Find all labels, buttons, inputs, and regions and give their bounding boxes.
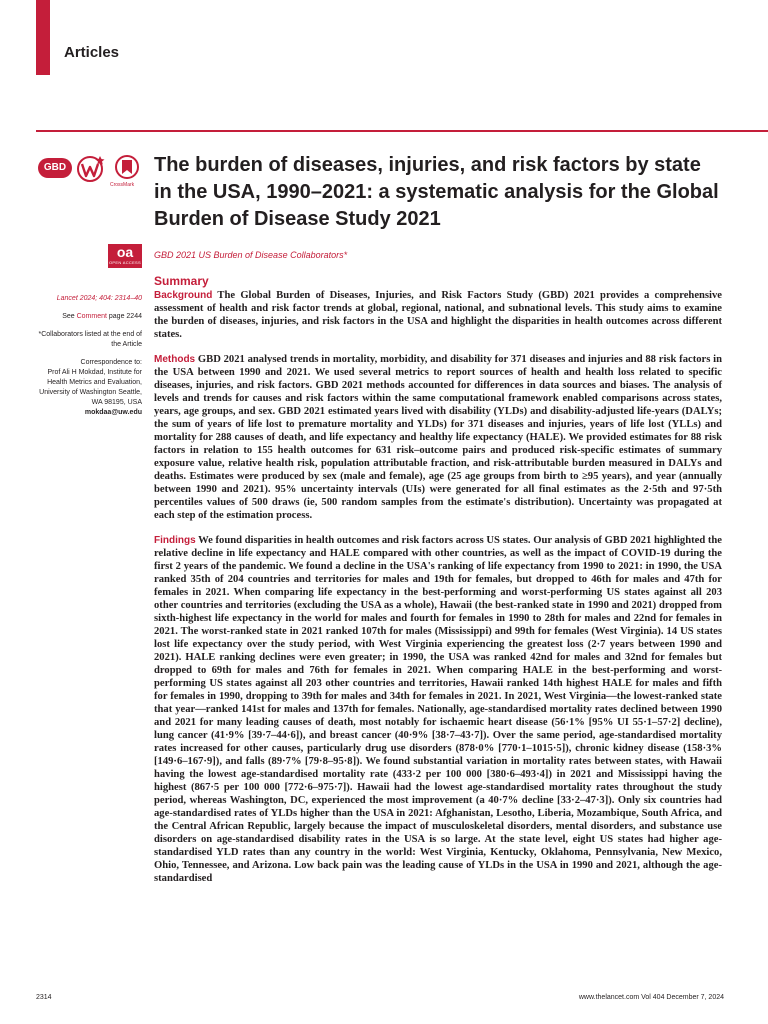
abstract: [154, 289, 722, 897]
background-label: Background: [154, 290, 213, 301]
header-rule: [36, 130, 768, 132]
crossmark-label: CrossMark: [110, 182, 135, 188]
background-paragraph: [154, 289, 722, 341]
correspondence-label: Correspondence to:: [80, 359, 142, 366]
methods-text: GBD 2021 analysed trends in mortality, morbidity, and disability for 371 diseases and injuries and 88 risk factors in the USA between 1990 and 2021. We used several metrics to report sources of health and health loss related to specific diseases, injuries, and risk factors. GBD 2021 methods accounted for differences in data sources and biases. The analysis of levels and trends for causes and risk factors within the same computational framework enabled comparisons across states, years, age groups, and sex. GBD 2021 estimated years lived with disability (YLDs) and disability-adjusted life-years (DALYs; the sum of years of life lost to premature mortality and YLDs) for 371 diseases and injuries, years of life lost (YLLs) and mortality for 288 causes of death, and life expectancy and healthy life expectancy (HALE). We provided estimates for 88 risk factors in relation to 155 health outcomes for 631 risk–outcome pairs and produced risk-specific estimates of summary exposure value, relative health risk, population attributable fraction, and risk-attributable burden measured in DALYs and deaths. Estimates were produced by sex (male and female), age (25 age groups from birth to ≥95 years), and year (annually between 1990 and 2021). 95% uncertainty intervals (UIs) were generated for all final estimates as the 2·5th and 97·5th percentiles values of 500 draws (ie, 500 random samples from the estimate's distribution). Uncertainty was propagated at each step of the estimation process.: [154, 354, 722, 521]
see-suffix: page 2244: [106, 313, 142, 320]
open-access-badge: [108, 244, 142, 268]
gbd-logo: GBD: [38, 158, 72, 178]
correspondence-name: Prof Ali H Mokdad, Institute for Health Metrics and Evaluation, University of Washington Seattle, WA 98195, USA: [39, 369, 142, 406]
findings-label: Findings: [154, 535, 196, 546]
section-label: Articles: [64, 44, 120, 61]
logo-group: [38, 154, 142, 188]
comment-link[interactable]: Comment: [76, 313, 107, 320]
methods-label: Methods: [154, 354, 196, 365]
findings-paragraph: [154, 534, 722, 885]
methods-paragraph: [154, 353, 722, 522]
correspondence-email[interactable]: mokdaa@uw.edu: [84, 409, 142, 416]
open-access-mark: oa: [116, 244, 134, 260]
header-accent-bar: [36, 0, 50, 75]
open-access-label: OPEN ACCESS: [109, 260, 141, 265]
citation: Lancet 2024; 404: 2314–40: [56, 295, 142, 302]
background-text: The Global Burden of Diseases, Injuries, and Risk Factors Study (GBD) 2021 provides a comprehensive assessment of health and risk factor trends at global, regional, national, and subnational levels. This study aims to examine the burden of diseases, injuries, and risk factors in the USA and highlight the disparities in health outcomes across different states.: [154, 290, 722, 340]
crossmark-icon[interactable]: [114, 154, 140, 184]
article-sidebar: [36, 294, 142, 418]
article-authors: GBD 2021 US Burden of Disease Collaborators*: [154, 250, 348, 260]
see-comment: [36, 312, 142, 322]
see-prefix: See: [62, 313, 77, 320]
findings-text: We found disparities in health outcomes and risk factors across US states. Our analysis of GBD 2021 highlighted the relative decline in life expectancy and HALE compared with other countries, as well as the impact of COVID-19 during the first 2 years of the pandemic. We found a decline in the USA's ranking of life expectancy from 1990 to 2021: in 1990, the USA ranked 35th of 204 countries and territories for males and 19th for females, but dropped to 46th for males and 47th for females in 2021. When comparing life expectancy in the best-performing and worst-performing US states against all 203 other countries and territories (excluding the USA as a whole), Hawaii (the best-ranked state in 1990 and 2021) dropped from sixth-highest life expectancy in the world for males and fourth for females in 1990 to 28th for males and 22nd for females in 2021. The worst-ranked state in 2021 ranked 107th for males (Mississippi) and 99th for females (West Virginia). 14 US states lost life expectancy over the study period, with West Virginia experiencing the greatest loss (2·7 years between 1990 and 2021). HALE ranking declines were even greater; in 1990, the USA was ranked 42nd for males and 32nd for females but dropped to 69th for males and 76th for females in 2021. When comparing HALE in the best-performing and worst-performing US states against all 203 other countries and territories, Hawaii ranked 14th highest HALE for males and fifth for females in 1990, dropping to 39th for males and 34th for females in 2021. In 2021, West Virginia—the lowest-ranked state that year—ranked 141st for males and 137th for females. Nationally, age-standardised mortality rates declined between 1990 and 2021 for many leading causes of death, most notably for ischaemic heart disease (56·1% [95% UI 55·1–57·2] decline), lung cancer (41·9% [39·7–44·6]), and breast cancer (40·9% [38·7–43·7]). Over the same period, age-standardised mortality rates increased for other causes, particularly drug use disorders (878·0% [770·1–1015·5]), chronic kidney disease (158·3% [149·6–167·9]), and falls (89·7% [79·8–95·8]). We found substantial variation in mortality rates between states, with Hawaii having the lowest age-standardised mortality rate (433·2 per 100 000 [380·6–493·4]) in 2021 and Mississippi having the highest (867·5 per 100 000 [772·6–975·7]). Hawaii had the lowest age-standardised mortality rates throughout the study period, whereas Washington, DC, experienced the most improvement (a 40·7% decline [33·2–47·3]). Only six countries had age-standardised rates of YLDs higher than the USA in 2021: Afghanistan, Lesotho, Liberia, Mozambique, South Africa, and the Central African Republic, largely because the impact of musculoskeletal disorders, mental disorders, and substance use disorders on age-standardised disability rates in the USA is so large. At the state level, eight US states had higher age-standardised YLD rates than any country in the world: West Virginia, Kentucky, Oklahoma, Pennsylvania, New Mexico, Ohio, Tennessee, and Arizona. Low back pain was the leading cause of YLDs in the USA in 1990 and 2021, although the age-standardised: [154, 535, 722, 884]
summary-heading: Summary: [154, 274, 209, 288]
collaborators-note: *Collaborators listed at the end of the Article: [38, 331, 142, 348]
article-title: The burden of diseases, injuries, and risk factors by state in the USA, 1990–2021: a systematic analysis for the Global Burden of Disease Study 2021: [154, 154, 719, 230]
page-number: 2314: [36, 994, 52, 1001]
journal-footer: www.thelancet.com Vol 404 December 7, 2024: [578, 994, 724, 1001]
w-logo-icon: [76, 154, 106, 184]
